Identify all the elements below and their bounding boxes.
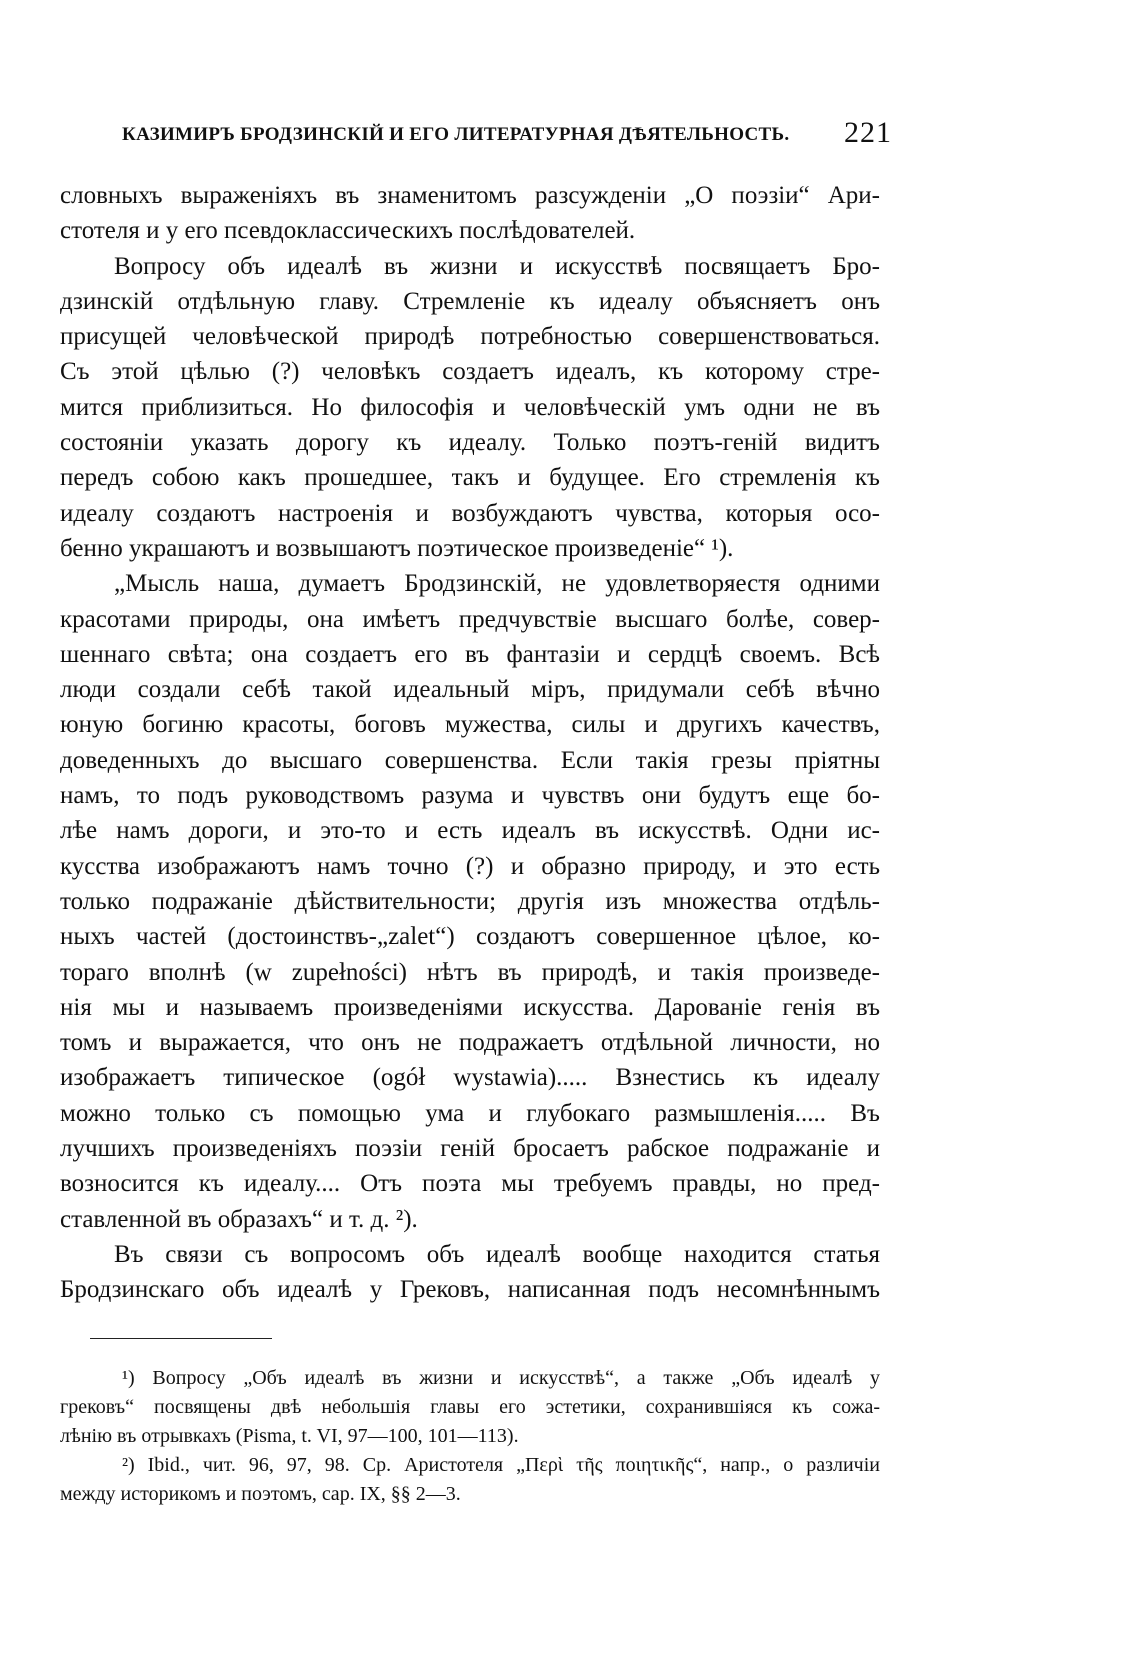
main-text: [60, 178, 880, 1308]
footnote-line: грековъ“ посвящены двѣ небольшія главы его эстетики, сохранившіяся къ сожа-: [60, 1396, 880, 1418]
text-line: красотами природы, она имѣетъ предчувствіе высшаго болѣе, совер-: [60, 605, 880, 633]
text-line: юную богиню красоты, боговъ мужества, силы и другихъ качествъ,: [60, 711, 880, 739]
text-line: тораго вполнѣ (w zupełności) нѣтъ въ природѣ, и такія произведе-: [60, 958, 880, 986]
text-line: состояніи указать дорогу къ идеалу. Только поэтъ-геній видитъ: [60, 429, 880, 457]
text-line: томъ и выражается, что онъ не подражаетъ отдѣльной личности, но: [60, 1029, 880, 1057]
text-line: возносится къ идеалу.... Отъ поэта мы требуемъ правды, но пред-: [60, 1170, 880, 1198]
footnote-line: между историкомъ и поэтомъ, cap. IX, §§ 2—3.: [60, 1483, 461, 1505]
text-line: лѣе намъ дороги, и это-то и есть идеалъ въ искусствѣ. Одни ис-: [60, 817, 880, 845]
text-line: Въ связи съ вопросомъ объ идеалѣ вообще находится статья: [114, 1240, 880, 1268]
page-header: [122, 116, 892, 152]
text-line: доведенныхъ до высшаго совершенства. Если такія грезы пріятны: [60, 746, 880, 774]
footnote-line: ¹) Вопросу „Объ идеалѣ въ жизни и искусствѣ“, а также „Объ идеалѣ у: [122, 1367, 880, 1389]
text-line: ныхъ частей (достоинствъ-„zalet“) создаютъ совершенное цѣлое, ко-: [60, 923, 880, 951]
text-line: люди создали себѣ такой идеальный міръ, придумали себѣ вѣчно: [60, 676, 880, 704]
footnote-line: ²) Ibid., чит. 96, 97, 98. Ср. Аристотеля „Περὶ τῆς ποιητικῆς“, напр., о различіи: [122, 1454, 880, 1476]
footnotes: [60, 1364, 880, 1509]
text-line: „Мысль наша, думаетъ Бродзинскій, не удовлетворяестя одними: [114, 570, 880, 598]
text-line: лучшихъ произведеніяхъ поэзіи геній бросаетъ рабское подражаніе и: [60, 1135, 880, 1163]
text-line: нія мы и называемъ произведеніями искусства. Дарованіе генія въ: [60, 993, 880, 1021]
text-line: ставленной въ образахъ“ и т. д. ²).: [60, 1205, 418, 1233]
text-line: идеалу создаютъ настроенія и возбуждаютъ чувства, которыя осо-: [60, 499, 880, 527]
text-line: изображаетъ типическое (ogół wystawia)..... Взнестись къ идеалу: [60, 1064, 880, 1092]
text-line: только подражаніе дѣйствительности; другія изъ множества отдѣль-: [60, 887, 880, 915]
text-line: словныхъ выраженіяхъ въ знаменитомъ разсужденіи „О поэзіи“ Ари-: [60, 182, 880, 209]
text-line: Бродзинскаго объ идеалѣ у Грековъ, написанная подъ несомнѣннымъ: [60, 1276, 880, 1304]
text-line: шеннаго свѣта; она создаетъ его въ фантазіи и сердцѣ своемъ. Всѣ: [60, 640, 880, 668]
running-title: КАЗИМИРЪ БРОДЗИНСКІЙ И ЕГО ЛИТЕРАТУРНАЯ ДѢЯТЕЛЬНОСТЬ.: [122, 124, 790, 145]
page-number: 221: [844, 116, 892, 149]
text-line: можно только съ помощью ума и глубокаго размышленія..... Въ: [60, 1099, 880, 1127]
text-line: бенно украшаютъ и возвышаютъ поэтическое произведеніе“ ¹).: [60, 534, 734, 562]
text-line: мится приблизиться. Но философія и человѣческій умъ одни не въ: [60, 393, 880, 421]
text-line: дзинскій отдѣльную главу. Стремленіе къ идеалу объясняетъ онъ: [60, 287, 880, 315]
text-line: намъ, то подъ руководствомъ разума и чувствъ они будутъ еще бо-: [60, 782, 880, 810]
text-line: стотеля и у его псевдоклассическихъ послѣдователей.: [60, 217, 636, 245]
text-line: Съ этой цѣлью (?) человѣкъ создаетъ идеалъ, къ которому стре-: [60, 358, 880, 386]
text-line: передъ собою какъ прошедшее, такъ и будущее. Его стремленія къ: [60, 464, 880, 492]
footnote-line: лѣнію въ отрывкахъ (Pisma, t. VI, 97—100, 101—113).: [60, 1425, 519, 1447]
footnote-divider: [90, 1338, 272, 1339]
text-line: кусства изображаютъ намъ точно (?) и образно природу, и это есть: [60, 852, 880, 880]
text-line: Вопросу объ идеалѣ въ жизни и искусствѣ посвящаетъ Бро-: [114, 252, 880, 280]
text-line: присущей человѣческой природѣ потребностью совершенствоваться.: [60, 323, 880, 351]
